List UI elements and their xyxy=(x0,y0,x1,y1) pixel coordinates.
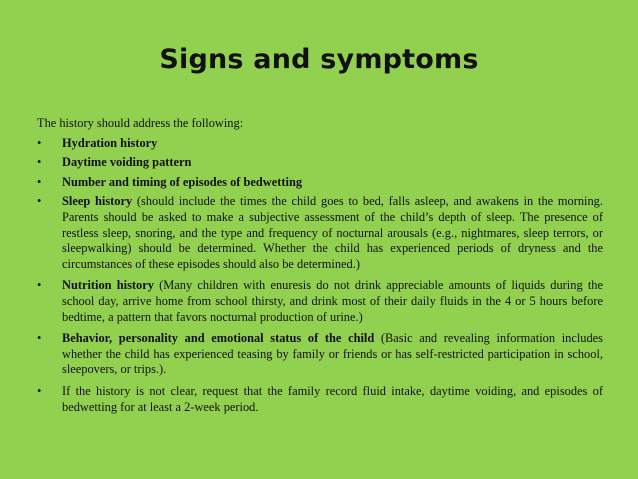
item-heading: Sleep history xyxy=(62,194,133,209)
item-heading: Nutrition history xyxy=(62,278,154,293)
bullet-icon: • xyxy=(37,174,42,189)
item-text: (Many children with enuresis do not drink appreciable amounts of liquids during the school day, arrive home from school thirsty, and drink most of their daily fluids in the 4 or 5 hours before bedtime, a pattern that favors nocturnal production of urine.) xyxy=(62,278,603,324)
item-text: (Basic and revealing information includes whether the child has experienced teasing by family or friends or has self-restricted participation in school, sleepovers, or trips.). xyxy=(62,331,603,377)
list-item-nutrition-history xyxy=(37,278,603,325)
bullet-icon: • xyxy=(37,155,42,170)
intro-text: The history should address the following: xyxy=(37,116,244,130)
list-item-history-unclear xyxy=(37,384,603,415)
list-item-sleep-history xyxy=(37,194,603,272)
item-heading: Behavior, personality and emotional status of the child xyxy=(62,331,375,346)
item-text: (should include the times the child goes to bed, falls asleep, and awakens in the morning. Parents should be asked to make a subjective assessment of the child’s depth of sleep. The presence of restless sleep, snoring, and the type and frequency of nocturnal arousals (e.g., nightmares, sleep terrors, or sleepwalking) should be determined. Whether the child has experienced periods of dryness and the circumstances of these episodes should also be determined.) xyxy=(62,194,603,271)
list-item-behavior xyxy=(37,331,603,378)
slide-content xyxy=(37,116,603,421)
item-heading: Number and timing of episodes of bedwetting xyxy=(62,174,303,189)
bullet-icon: • xyxy=(37,278,42,293)
bullet-icon: • xyxy=(37,194,42,209)
item-text: If the history is not clear, request that the family record fluid intake, daytime voiding, and episodes of bedwetting for at least a 2-week period. xyxy=(62,383,603,414)
list-item-bedwetting xyxy=(37,175,603,191)
item-heading: Hydration history xyxy=(62,135,158,150)
bullet-icon: • xyxy=(37,383,42,398)
list-item-voiding xyxy=(37,155,603,171)
history-list xyxy=(37,136,603,416)
list-item-hydration xyxy=(37,136,603,152)
bullet-icon: • xyxy=(37,331,42,346)
bullet-icon: • xyxy=(37,135,42,150)
slide-title: Signs and symptoms xyxy=(159,44,479,75)
item-heading: Daytime voiding pattern xyxy=(62,155,192,170)
